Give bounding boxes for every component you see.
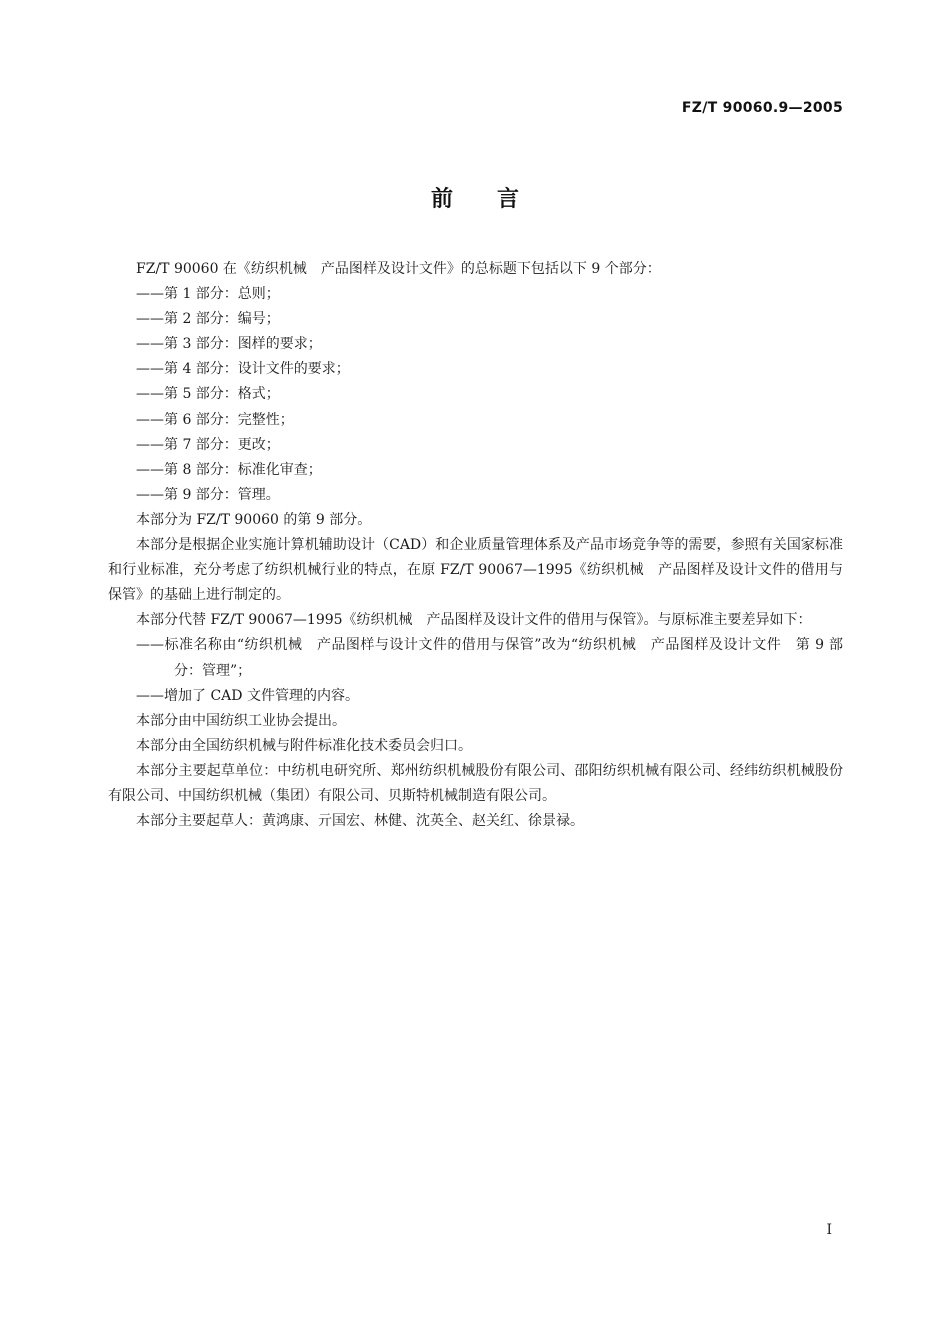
part-list-item: ——第 3 部分：图样的要求； bbox=[136, 336, 322, 353]
part-list-item: ——第 4 部分：设计文件的要求； bbox=[136, 361, 350, 378]
change-list-item: ——增加了 CAD 文件管理的内容。 bbox=[136, 687, 359, 704]
proposed-by-paragraph: 本部分由中国纺织工业协会提出。 bbox=[136, 712, 346, 729]
drafting-units-paragraph: 本部分主要起草单位：中纺机电研究所、郑州纺织机械股份有限公司、邵阳纺织机械有限公司、经纬纺织机械股份有限公司、中国纺织机械（集团）有限公司、贝斯特机械制造有限公司。 bbox=[108, 762, 843, 804]
centralized-by-paragraph: 本部分由全国纺织机械与附件标准化技术委员会归口。 bbox=[136, 737, 472, 754]
part-list-item: ——第 6 部分：完整性； bbox=[136, 411, 294, 428]
basis-paragraph: 本部分是根据企业实施计算机辅助设计（CAD）和企业质量管理体系及产品市场竞争等的需要，参照有关国家标准和行业标准，充分考虑了纺织机械行业的特点，在原 FZ/T 90067—1995《纺织机械 产品图样及设计文件的借用与保管》的基础上进行制定的。 bbox=[108, 537, 843, 604]
replaces-paragraph: 本部分代替 FZ/T 90067—1995《纺织机械 产品图样及设计文件的借用与保管》。与原标准主要差异如下： bbox=[136, 612, 812, 629]
part-list-item: ——第 2 部分：编号； bbox=[136, 311, 280, 328]
page-number: I bbox=[826, 1222, 832, 1238]
change-list-item: ——标准名称由“纺织机械 产品图样与设计文件的借用与保管”改为“纺织机械 产品图样及设计文件 第 9 部分：管理”； bbox=[136, 637, 843, 679]
part-list-item: ——第 8 部分：标准化审查； bbox=[136, 461, 322, 478]
part-list-item: ——第 7 部分：更改； bbox=[136, 436, 280, 453]
intro-paragraph: FZ/T 90060 在《纺织机械 产品图样及设计文件》的总标题下包括以下 9 个部分： bbox=[136, 261, 661, 277]
part-list-item: ——第 9 部分：管理。 bbox=[136, 486, 280, 503]
this-part-paragraph: 本部分为 FZ/T 90060 的第 9 部分。 bbox=[136, 511, 372, 528]
foreword-body bbox=[108, 257, 843, 834]
part-list-item: ——第 1 部分：总则； bbox=[136, 286, 280, 303]
page-title: 前言 bbox=[430, 187, 563, 212]
standard-number: FZ/T 90060.9—2005 bbox=[681, 100, 843, 116]
drafters-paragraph: 本部分主要起草人：黄鸿康、亓国宏、林健、沈英全、赵关红、徐景禄。 bbox=[136, 813, 584, 830]
part-list-item: ——第 5 部分：格式； bbox=[136, 386, 280, 403]
